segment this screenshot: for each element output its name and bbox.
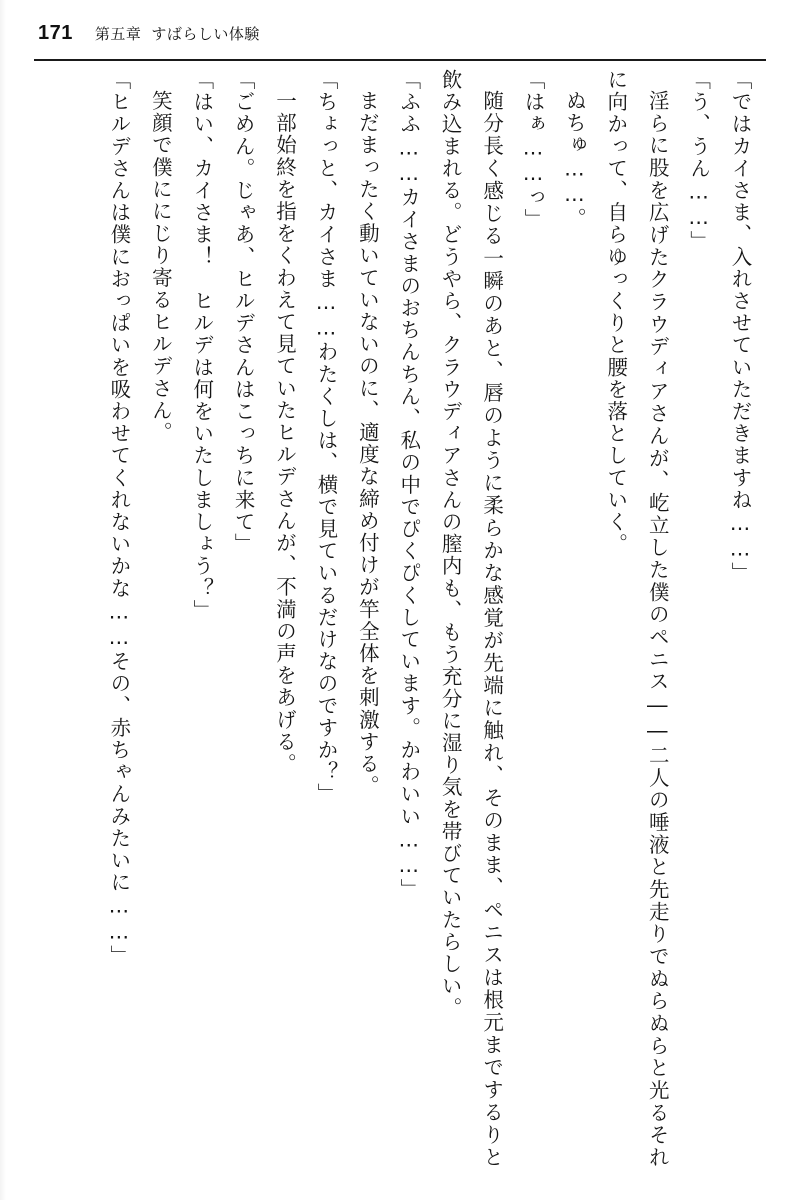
body-paragraph: 「う、うん……」 — [686, 69, 711, 253]
body-paragraph: 「ごめん。じゃあ、ヒルデさんはこっちに来て」 — [231, 69, 256, 556]
vertical-text-block — [40, 69, 760, 1168]
body-paragraph: ぬちゅ……。 — [562, 89, 587, 230]
body-paragraph: 笑顔で僕ににじり寄るヒルデさん。 — [148, 89, 173, 444]
body-paragraph: 「ちょっと、カイさま……わたくしは、横で見ているだけなのですか？」 — [313, 69, 338, 806]
body-paragraph: 「はぁ……っ」 — [520, 69, 545, 231]
body-paragraph: まだまったく動いていないのに、適度な締め付けが竿全体を刺激する。 — [355, 89, 380, 797]
running-head-title: すばらしい体験 — [151, 25, 260, 43]
body-paragraph: 「ヒルデさんは僕におっぱいを吸わせてくれないかな……その、赤ちゃんみたいに……」 — [106, 69, 131, 967]
body-paragraph: 「はい、カイさま！ ヒルデは何をいたしましょう？」 — [189, 69, 214, 622]
body-paragraph: 「ふふ……カイさまのおちんちん、私の中でぴくぴくしています。かわいい……」 — [396, 69, 421, 901]
body-paragraph: 淫らに股を広げたクラウディアさんが、屹立した僕のペニス――二人の唾液と先走りでぬらぬらと光るそれに向かって、自らゆっくりと腰を落としていく。 — [603, 69, 670, 1168]
page-body — [34, 61, 766, 1174]
page-header — [34, 22, 766, 56]
running-head — [95, 23, 260, 44]
page-number: 171 — [38, 22, 73, 44]
body-paragraph: 一部始終を指をくわえて見ていたヒルデさんが、不満の声をあげる。 — [272, 89, 297, 775]
body-paragraph: 随分長く感じる一瞬のあと、唇のように柔らかな感覚が先端に触れ、そのまま、ペニスは根元までするりと飲み込まれる。どうやら、クラウディアさんの膣内も、もう充分に湿り気を帯びていたらしい。 — [438, 69, 504, 1168]
running-head-chapter: 第五章 — [94, 25, 142, 43]
body-paragraph: 「ではカイさま、入れさせていただきますね……」 — [728, 69, 752, 585]
